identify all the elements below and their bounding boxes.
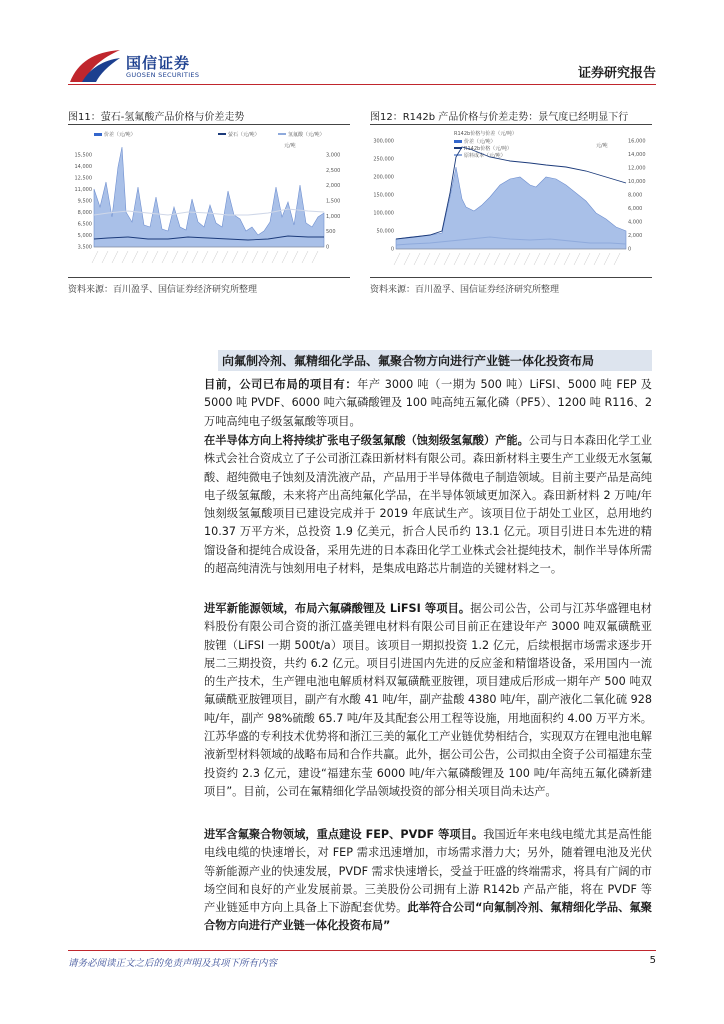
axis-tick-label: 2,000 bbox=[326, 183, 341, 190]
paragraph-lead: 进军新能源领域，布局六氟磷酸锂及 LiFSI 等项目。 bbox=[204, 602, 471, 615]
section-heading: 向氟制冷剂、氟精细化学品、氟聚合物方向进行产业链一体化投资布局 bbox=[218, 350, 652, 371]
paragraph-lead: 进军含氟聚合物领域，重点建设 FEP、PVDF 等项目。 bbox=[204, 828, 484, 841]
paragraph-semiconductor bbox=[204, 432, 652, 578]
axis-tick-label: 14,000 bbox=[628, 152, 646, 158]
x-axis-tick-labels bbox=[92, 251, 318, 263]
paragraph-tail: 此举符合公司“向氟制冷剂、氟精细化学品、氟聚合物方向进行产业链一体化投资布局” bbox=[204, 901, 652, 933]
paragraph-polymer bbox=[204, 826, 652, 936]
figure-12-source: 资料来源：百川盈孚、国信证券经济研究所整理 bbox=[370, 285, 560, 295]
left-axis-unit: 元/吨 bbox=[596, 143, 608, 149]
figure-12-top-rule bbox=[370, 124, 652, 125]
figure-12-chart bbox=[370, 127, 652, 275]
legend-label-spread: 价差（元/吨） bbox=[104, 132, 136, 138]
spread-area bbox=[94, 147, 324, 247]
axis-tick-label: 200,000 bbox=[373, 174, 394, 181]
axis-tick-label: 3,500 bbox=[77, 244, 92, 251]
axis-tick-label: 11,000 bbox=[74, 187, 92, 193]
paragraph-text: 年产 3000 吨（一期为 500 吨）LiFSI、5000 吨 FEP 及 5000 吨 PVDF、6000 吨六氟磷酸锂及 100 吨高纯五氟化磷（PF5）、1200 吨 R116、2 万吨高纯电子级氢氟酸等项目。 bbox=[204, 378, 652, 428]
axis-tick-label: 6,000 bbox=[628, 206, 643, 212]
axis-tick-label: 5,000 bbox=[77, 233, 92, 239]
axis-tick-label: 300,000 bbox=[373, 138, 394, 145]
x-axis-tick-labels bbox=[394, 253, 620, 265]
axis-tick-label: 0 bbox=[326, 244, 330, 251]
axis-tick-label: 2,000 bbox=[628, 233, 643, 239]
brand-name-cn: 国信证券 bbox=[126, 54, 191, 72]
axis-tick-label: 150,000 bbox=[373, 192, 394, 199]
paragraph-lead: 在半导体方向上将持续扩张电子级氢氟酸（蚀刻级氢氟酸）产能。 bbox=[204, 434, 529, 447]
legend-label-hf: 氢氟酸（元/吨） bbox=[288, 132, 325, 138]
paragraph-new-energy bbox=[204, 600, 652, 801]
paragraph-text: 我国近年来电线电缆尤其是高性能电线电缆的快速增长，对 FEP 需求迅速增加，市场需求潜力大；另外，随着锂电池及光伏等新能源产业的快速发展，PVDF 需求快速增长，受益于旺盛的终端需求，将具有广阔的市场空间和良好的产业发展前景。三美股份公司拥有上游 R142b 产品产能，将在 PVDF 等产业链延申方向上具备上下游配套优势。 bbox=[204, 828, 652, 915]
figure-11-title: 图11：萤石-氢氟酸产品价格与价差走势 bbox=[68, 112, 245, 123]
axis-tick-label: 8,000 bbox=[77, 210, 92, 216]
header-divider bbox=[68, 84, 656, 85]
legend-swatch-spread bbox=[94, 133, 102, 136]
axis-tick-label: 100,000 bbox=[373, 210, 394, 217]
right-axis-ticks bbox=[326, 153, 340, 251]
axis-tick-label: 12,000 bbox=[628, 165, 646, 172]
paragraph-lead: 目前，公司已布局的项目有： bbox=[204, 378, 358, 391]
left-axis-unit: 元/吨 bbox=[284, 143, 296, 149]
paragraph-text: 据公司公告，公司与江苏华盛锂电材料股份有限公司合资的浙江盛美锂电材料有限公司目前正在建设年产 3000 吨双氟磺酰亚胺锂（LiFSI 一期 500t/a）项目。该项目一期拟投资 1.2 亿元，后续根据市场需求逐步开展二三期投资，共约 6.2 亿元。项目引进国内先进的反应釜和精馏塔设备，采用国内一流的生产技术，生产锂电池电解质材料双氟磺酰亚胺锂，项目建成后形成一期年产 500 吨双氟磺酰亚胺锂项目，副产有水酸 41 吨/年，副产盐酸 4380 吨/年，副产液化二氧化硫 928 吨/年，副产 98%硫酸 65.7 吨/年及其配套公用工程等设施，用地面积约 4.00 万平方米。江苏华盛的专利技术优势将和浙江三美的氟化工产业链优势相结合，实现双方在锂电池电解液新型材料领域的战略布局和合作共赢。此外，据公司公告，公司拟由全资子公司福建东莹投资约 2.3 亿元，建设“福建东莹 6000 吨/年六氟磷酸锂及 100 吨/年高纯五氟化磷新建项目”。目前，公司在氟精细化学品领域投资的部分相关项目尚未达产。 bbox=[204, 602, 652, 798]
figure-11-chart bbox=[68, 127, 350, 275]
axis-tick-label: 6,500 bbox=[77, 221, 92, 228]
axis-tick-label: 1,500 bbox=[326, 198, 341, 205]
axis-tick-label: 10,000 bbox=[628, 179, 646, 185]
axis-tick-label: 15,500 bbox=[74, 152, 92, 159]
axis-tick-label: 9,500 bbox=[77, 198, 92, 205]
legend-label-fluorite: 萤石（元/吨） bbox=[228, 132, 260, 138]
left-axis-ticks bbox=[373, 139, 394, 253]
paragraph-projects bbox=[204, 376, 652, 431]
legend-swatch-spread bbox=[454, 140, 462, 143]
figure-11-bottom-rule bbox=[68, 277, 350, 278]
legend-swatch-fluorite bbox=[218, 133, 226, 135]
axis-tick-label: 2,500 bbox=[326, 167, 341, 174]
spread-area bbox=[396, 167, 626, 249]
axis-tick-label: 14,000 bbox=[74, 164, 92, 170]
axis-tick-label: 50,000 bbox=[376, 228, 394, 235]
axis-tick-label: 500 bbox=[326, 229, 336, 236]
legend-swatch-hf bbox=[278, 133, 286, 135]
legend-label-spread: 价差（元/吨） bbox=[464, 139, 496, 145]
brand-name-en: GUOSEN SECURITIES bbox=[126, 71, 200, 79]
footer-disclaimer: 请务必阅读正文之后的免责声明及其项下所有内容 bbox=[68, 958, 278, 969]
legend-label-r142b: R142b价格（元/吨） bbox=[464, 146, 512, 152]
page-number: 5 bbox=[649, 955, 656, 966]
figure-12-title: 图12：R142b 产品价格与价差走势：景气度已经明显下行 bbox=[370, 112, 629, 123]
report-type-label: 证券研究报告 bbox=[577, 66, 656, 81]
footer-divider bbox=[68, 950, 656, 951]
axis-tick-label: 0 bbox=[390, 246, 394, 253]
axis-tick-label: 3,000 bbox=[326, 152, 341, 159]
figure-11-top-rule bbox=[68, 124, 350, 125]
chart-title: R142b价格与价差（元/吨） bbox=[454, 131, 517, 137]
axis-tick-label: 1,000 bbox=[326, 213, 341, 220]
right-axis-ticks bbox=[628, 139, 646, 253]
legend-label-cost: 原料成本（元/吨） bbox=[464, 153, 506, 159]
figure-12-bottom-rule bbox=[370, 277, 652, 278]
axis-tick-label: 8,000 bbox=[628, 192, 643, 199]
axis-tick-label: 0 bbox=[628, 246, 632, 253]
axis-tick-label: 250,000 bbox=[373, 156, 394, 163]
guosen-logo-icon bbox=[68, 48, 122, 84]
axis-tick-label: 12,500 bbox=[74, 175, 92, 182]
figure-11-source: 资料来源：百川盈孚、国信证券经济研究所整理 bbox=[68, 285, 258, 295]
paragraph-text: 公司与日本森田化学工业株式会社合资成立了子公司浙江森田新材料有限公司。森田新材料主要生产工业级无水氢氟酸、超纯微电子蚀刻及清洗液产品，产品用于半导体微电子制造领域。目前主要产品是高纯电子级氢氟酸，未来将产出高纯氟化学品，在半导体领域更加深入。森田新材料 2 万吨/年蚀刻级氢氟酸项目已建设完成并于 2019 年底试生产。该项目位于胡处工业区，总用地约 10.37 万平方米，总投资 1.9 亿美元，折合人民币约 13.1 亿元。项目引进日本先进的精馏设备和提纯合成设备，采用先进的日本森田化学工业株式会社提纯技术，制作半导体所需的超高纯清洗与蚀刻用电子材料，是集成电路芯片制造的关键材料之一。 bbox=[204, 434, 652, 576]
axis-tick-label: 4,000 bbox=[628, 219, 643, 226]
axis-tick-label: 16,000 bbox=[628, 138, 646, 145]
left-axis-ticks bbox=[75, 153, 93, 251]
